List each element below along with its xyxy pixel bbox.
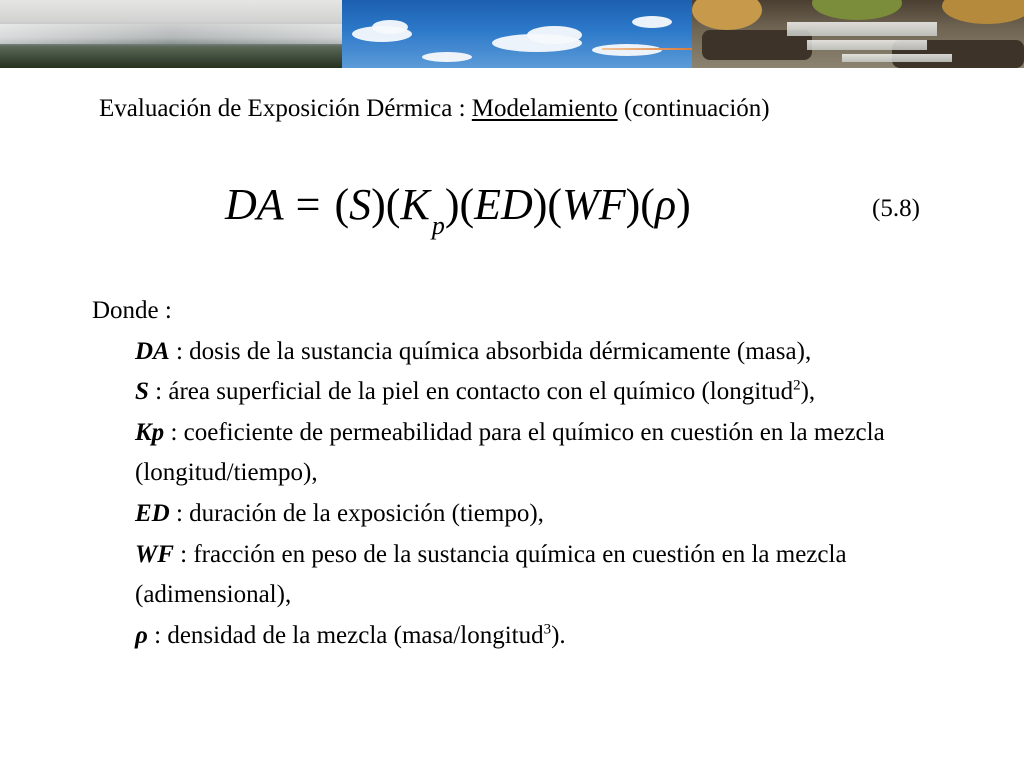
formula-term: K xyxy=(400,180,430,229)
formula-equals: = xyxy=(295,180,321,229)
definition-item xyxy=(92,372,965,413)
formula-term: )( xyxy=(371,180,401,229)
definition-symbol: S xyxy=(135,378,149,406)
definition-text: : densidad de la mezcla (masa/longitud xyxy=(147,621,544,649)
title-underlined: Modelamiento xyxy=(471,95,618,122)
definition-symbol: ρ xyxy=(135,621,148,649)
definition-text: : área superficial de la piel en contacto con el químico (longitud xyxy=(148,378,794,406)
definition-superscript: 2 xyxy=(793,377,801,394)
title-suffix: (continuación) xyxy=(617,95,770,122)
title-prefix: Evaluación de Exposición Dérmica : xyxy=(99,95,472,122)
formula-term: ( xyxy=(334,180,350,229)
sky-clouds-image xyxy=(342,0,692,68)
waterfall-image xyxy=(692,0,1024,68)
formula-term: ) xyxy=(676,180,691,229)
formula-lhs: DA xyxy=(225,180,284,229)
landscape-horizon-image xyxy=(0,0,342,68)
definition-symbol: Kp xyxy=(135,418,165,446)
formula-term: )( xyxy=(625,180,655,229)
formula xyxy=(225,177,691,239)
formula-term: )( xyxy=(532,180,563,229)
formula-subscript: p xyxy=(431,211,445,240)
definition-tail: ), xyxy=(800,378,816,406)
definition-text: : duración de la exposición (tiempo), xyxy=(169,499,544,527)
definition-text: : fracción en peso de la sustancia química en cuestión en la mezcla (adimensional), xyxy=(135,540,847,609)
formula-term: WF xyxy=(562,180,626,229)
definition-symbol: ED xyxy=(135,499,170,527)
definition-symbol: DA xyxy=(135,337,170,365)
definition-item xyxy=(92,616,965,657)
formula-term: ED xyxy=(474,180,533,229)
definition-superscript: 3 xyxy=(543,621,552,638)
header-banner xyxy=(0,0,1024,68)
slide-title xyxy=(99,92,770,126)
definition-text: : coeficiente de permeabilidad para el químico en cuestión en la mezcla (longitud/tiempo), xyxy=(135,418,885,487)
definition-symbol: WF xyxy=(135,540,174,568)
formula-term: S xyxy=(349,180,372,229)
formula-term: )( xyxy=(444,180,475,229)
formula-term: ρ xyxy=(654,180,677,229)
definition-text: : dosis de la sustancia química absorbida dérmicamente (masa), xyxy=(169,337,812,365)
equation-number: (5.8) xyxy=(872,195,920,222)
definition-item xyxy=(92,535,965,616)
definition-item xyxy=(92,332,965,373)
definitions-list xyxy=(92,291,972,656)
definition-item xyxy=(92,494,965,535)
definition-item xyxy=(92,413,965,494)
definitions-intro: Donde : xyxy=(92,297,172,324)
definition-tail: ). xyxy=(551,621,566,649)
